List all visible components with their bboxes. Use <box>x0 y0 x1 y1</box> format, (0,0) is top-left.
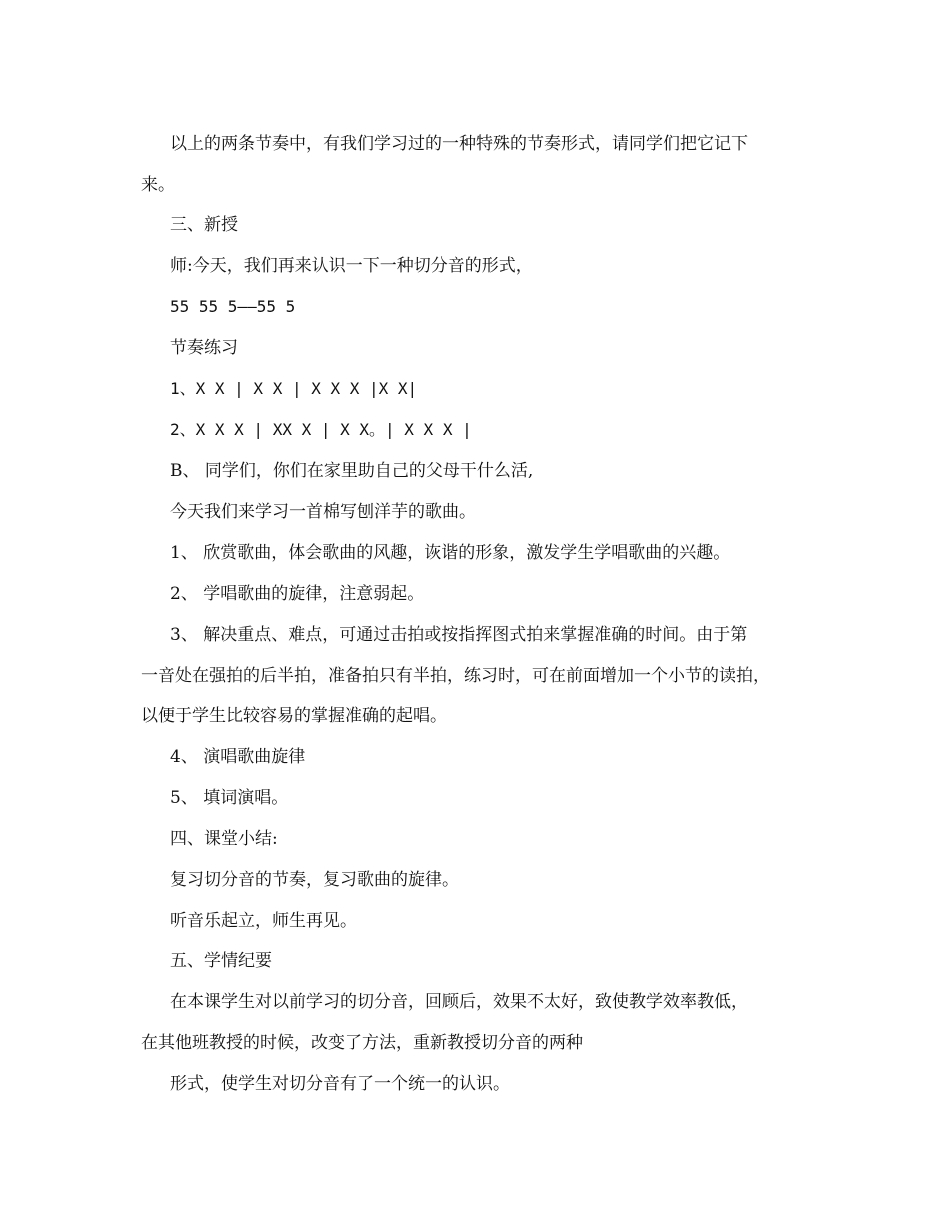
paragraph-line: 师:今天，我们再来认识一下一种切分音的形式， <box>170 256 533 276</box>
subheading-rhythm-practice: 节奏练习 <box>170 338 238 358</box>
rhythm-exercise-2: 2、X X X | XX X | X X。| X X X | <box>170 420 472 439</box>
paragraph-line: 形式，使学生对切分音有了一个统一的认识。 <box>170 1074 510 1094</box>
list-item-4: 4、 演唱歌曲旋律 <box>170 747 306 767</box>
list-item-3-continued: 以便于学生比较容易的掌握准确的起唱。 <box>141 706 447 726</box>
paragraph-line: B、 同学们，你们在家里助自己的父母干什么活, <box>170 461 534 481</box>
rhythm-exercise-1: 1、X X | X X | X X X |X X| <box>170 379 418 398</box>
list-item-3-continued: 一音处在强拍的后半拍，准备拍只有半拍，练习时，可在前面增加一个小节的读拍， <box>141 666 770 686</box>
section-heading-notes: 五、学情纪要 <box>170 951 272 971</box>
paragraph-line: 听音乐起立，师生再见。 <box>170 911 357 931</box>
paragraph-line: 在本课学生对以前学习的切分音，回顾后，效果不太好，致使教学效率教低， <box>170 992 748 1012</box>
paragraph-line: 来。 <box>141 175 175 195</box>
list-item-1: 1、 欣赏歌曲，体会歌曲的风趣，诙谐的形象，激发学生学唱歌曲的兴趣。 <box>170 543 731 563</box>
list-item-2: 2、 学唱歌曲的旋律，注意弱起。 <box>170 584 425 604</box>
list-item-5: 5、 填词演唱。 <box>170 788 289 808</box>
section-heading-new-lesson: 三、新授 <box>170 215 238 235</box>
section-heading-summary: 四、课堂小结: <box>170 829 278 849</box>
paragraph-line: 今天我们来学习一首棉写刨洋芋的歌曲。 <box>170 502 476 522</box>
paragraph-line: 以上的两条节奏中，有我们学习过的一种特殊的节奏形式，请同学们把它记下 <box>170 134 748 154</box>
list-item-3: 3、 解决重点、难点，可通过击拍或按指挥图式拍来掌握准确的时间。由于第 <box>170 625 748 645</box>
paragraph-line: 在其他班教授的时候，改变了方法，重新教授切分音的两种 <box>141 1033 583 1053</box>
paragraph-line: 复习切分音的节奏，复习歌曲的旋律。 <box>170 870 459 890</box>
rhythm-notation: 55 55 5——55 5 <box>170 297 296 316</box>
